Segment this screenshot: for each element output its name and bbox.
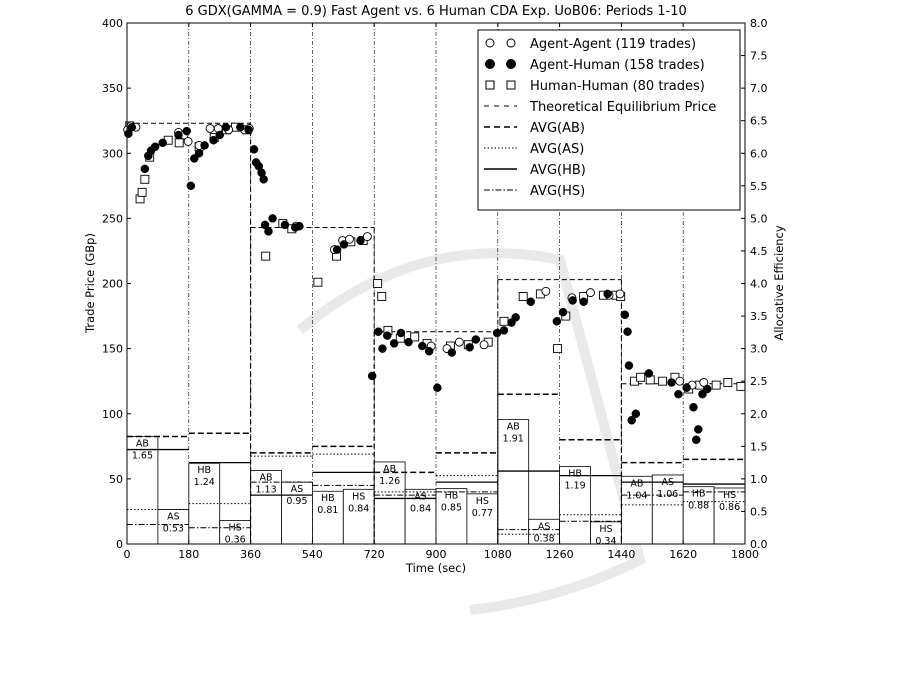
- agent-agent-point: [587, 289, 595, 297]
- agent-agent-point: [616, 290, 624, 298]
- legend-label: AVG(AS): [530, 142, 585, 157]
- watermark: [300, 253, 640, 610]
- legend-box: [478, 30, 740, 210]
- human-human-point: [500, 317, 508, 325]
- agent-human-point: [621, 311, 629, 319]
- x-tick-label: 360: [240, 548, 262, 561]
- legend-label: Human-Human (80 trades): [530, 79, 705, 94]
- agent-human-point: [674, 390, 682, 398]
- y-tick-label: 400: [102, 17, 123, 30]
- efficiency-bar-value: 0.86: [718, 501, 741, 513]
- y-tick-label: 0: [116, 538, 123, 551]
- agent-human-point: [356, 237, 364, 245]
- y2-tick-label: 2.5: [750, 375, 768, 389]
- legend-symbol: [507, 39, 515, 47]
- agent-human-point: [668, 378, 676, 386]
- agent-agent-point: [206, 125, 214, 133]
- legend-label: AVG(AB): [530, 121, 585, 136]
- agent-human-point: [216, 131, 224, 139]
- y2-tick-label: 6.5: [750, 114, 768, 128]
- efficiency-bar-label: AB: [383, 463, 397, 475]
- efficiency-bar-value: 0.36: [224, 534, 246, 546]
- agent-human-point: [159, 139, 167, 147]
- efficiency-bar-label: HB: [197, 465, 212, 477]
- agent-human-point: [645, 369, 653, 377]
- y-tick-label: 50: [109, 472, 123, 486]
- agent-human-point: [195, 149, 203, 157]
- agent-human-point: [264, 227, 272, 235]
- agent-human-point: [625, 362, 633, 370]
- efficiency-bar-label: AS: [537, 521, 551, 533]
- efficiency-bar-value: 0.34: [595, 535, 617, 547]
- agent-agent-point: [676, 377, 684, 385]
- human-human-point: [314, 278, 322, 286]
- efficiency-bar-value: 1.04: [626, 490, 648, 502]
- efficiency-bar-value: 0.81: [317, 505, 339, 517]
- efficiency-bar-value: 0.84: [348, 503, 370, 515]
- x-tick-label: 900: [425, 548, 447, 561]
- y-tick-label: 350: [102, 82, 123, 96]
- efficiency-bar-label: HS: [352, 491, 366, 503]
- efficiency-bar-label: AS: [661, 476, 675, 488]
- y-axis-label: Trade Price (GBp): [83, 233, 97, 333]
- y2-tick-label: 3.5: [750, 310, 768, 324]
- y2-tick-label: 7.0: [750, 82, 768, 96]
- y2-tick-label: 4.5: [750, 244, 768, 258]
- legend-label: AVG(HS): [530, 184, 586, 199]
- efficiency-bar-value: 0.77: [471, 507, 493, 519]
- efficiency-bar-value: 0.38: [533, 533, 555, 545]
- human-human-point: [637, 373, 645, 381]
- agent-human-point: [128, 123, 136, 131]
- chart-title: 6 GDX(GAMMA = 0.9) Fast Agent vs. 6 Human CDA Exp. UoB06: Periods 1-10: [185, 4, 687, 19]
- agent-human-point: [141, 165, 149, 173]
- legend-label: AVG(HB): [530, 163, 586, 178]
- agent-human-point: [425, 347, 433, 355]
- human-human-point: [141, 175, 149, 183]
- x-tick-label: 180: [178, 548, 200, 561]
- efficiency-bar-label: AB: [630, 478, 644, 490]
- agent-human-point: [569, 296, 577, 304]
- agent-human-point: [448, 349, 456, 357]
- agent-human-point: [222, 123, 230, 131]
- agent-human-point: [580, 298, 588, 306]
- agent-agent-point: [455, 338, 463, 346]
- efficiency-bar-label: AB: [259, 472, 273, 484]
- y2-tick-label: 1.5: [750, 440, 768, 454]
- efficiency-bar-label: HB: [321, 493, 335, 505]
- y2-tick-label: 5.0: [750, 212, 768, 226]
- efficiency-bar-value: 1.13: [255, 484, 277, 496]
- y2-tick-label: 8.0: [750, 17, 768, 30]
- human-human-point: [378, 293, 386, 301]
- y2-axis-label: Allocative Efficiency: [772, 225, 786, 341]
- agent-human-point: [201, 141, 209, 149]
- agent-human-point: [553, 317, 561, 325]
- efficiency-bar-label: HB: [691, 488, 706, 500]
- legend-label: Agent-Agent (119 trades): [530, 37, 697, 52]
- x-tick-label: 0: [123, 548, 131, 561]
- y2-tick-label: 0.5: [750, 505, 768, 519]
- legend-symbol: [486, 60, 495, 69]
- efficiency-bar-value: 1.06: [657, 488, 679, 500]
- y-tick-label: 150: [102, 342, 123, 356]
- y2-tick-label: 3.0: [750, 342, 768, 356]
- agent-human-point: [390, 339, 398, 347]
- efficiency-bar-value: 0.88: [688, 500, 710, 512]
- agent-human-point: [703, 385, 711, 393]
- efficiency-bar-label: AS: [414, 491, 427, 503]
- x-axis-label: Time (sec): [405, 561, 467, 575]
- legend-symbol: [507, 60, 516, 69]
- agent-human-point: [340, 240, 348, 248]
- efficiency-bar-label: HS: [228, 522, 242, 534]
- agent-human-point: [694, 425, 702, 433]
- efficiency-bar-value: 0.95: [286, 496, 308, 508]
- human-human-point: [138, 188, 146, 196]
- y2-tick-label: 1.0: [750, 472, 768, 486]
- agent-human-point: [281, 221, 289, 229]
- efficiency-bar-value: 1.24: [193, 477, 215, 489]
- agent-human-point: [374, 328, 382, 336]
- x-tick-label: 1260: [545, 548, 574, 561]
- efficiency-bar-value: 0.84: [409, 503, 432, 515]
- agent-human-point: [433, 384, 441, 392]
- human-human-point: [374, 280, 382, 288]
- efficiency-bar-value: 1.26: [379, 475, 401, 487]
- agent-human-point: [269, 214, 277, 222]
- efficiency-bar-label: HB: [568, 468, 582, 480]
- agent-human-point: [295, 222, 303, 230]
- efficiency-bar-label: AB: [506, 421, 520, 433]
- agent-human-point: [466, 343, 474, 351]
- legend-label: Theoretical Equilibrium Price: [530, 100, 717, 115]
- y2-tick-label: 7.5: [750, 49, 768, 63]
- efficiency-bar-label: AS: [290, 484, 304, 496]
- efficiency-bar-label: HS: [475, 495, 489, 507]
- y2-tick-label: 2.0: [750, 407, 768, 421]
- agent-human-point: [604, 290, 612, 298]
- efficiency-bar-value: 1.91: [502, 433, 524, 445]
- x-tick-label: 1080: [483, 548, 512, 561]
- agent-human-point: [236, 123, 244, 131]
- agent-human-point: [683, 384, 691, 392]
- agent-human-point: [383, 332, 391, 340]
- agent-human-point: [472, 336, 480, 344]
- efficiency-bar-label: HS: [599, 523, 613, 535]
- efficiency-bar-value: 0.53: [162, 523, 184, 535]
- y-tick-label: 200: [102, 277, 123, 291]
- efficiency-bar-value: 1.19: [564, 480, 586, 492]
- legend-symbol: [486, 81, 494, 89]
- agent-human-point: [500, 326, 508, 334]
- agent-agent-point: [184, 138, 192, 146]
- human-human-point: [724, 378, 732, 386]
- efficiency-bar-label: AB: [135, 438, 149, 450]
- agent-human-point: [512, 313, 520, 321]
- human-human-point: [554, 345, 562, 353]
- human-human-point: [737, 382, 745, 390]
- agent-human-point: [559, 308, 567, 316]
- legend-label: Agent-Human (158 trades): [530, 58, 705, 73]
- human-human-point: [659, 377, 667, 385]
- agent-human-point: [690, 403, 698, 411]
- agent-human-point: [624, 328, 632, 336]
- legend-symbol: [507, 81, 515, 89]
- y-tick-label: 100: [102, 407, 123, 421]
- agent-human-point: [405, 338, 413, 346]
- x-tick-label: 540: [301, 548, 323, 561]
- agent-agent-point: [542, 287, 550, 295]
- x-tick-label: 1620: [669, 548, 698, 561]
- x-tick-label: 1440: [607, 548, 636, 561]
- y2-tick-label: 6.0: [750, 147, 768, 161]
- y-tick-label: 300: [102, 147, 123, 161]
- efficiency-bar-label: HS: [722, 489, 737, 501]
- agent-human-point: [418, 342, 426, 350]
- y2-tick-label: 5.5: [750, 179, 768, 193]
- agent-human-point: [187, 182, 195, 190]
- agent-human-point: [245, 126, 253, 134]
- human-human-point: [262, 252, 270, 260]
- agent-human-point: [632, 410, 640, 418]
- x-tick-label: 720: [363, 548, 385, 561]
- watermark-swoosh: [300, 253, 640, 610]
- agent-human-point: [333, 246, 341, 254]
- legend-symbol: [486, 39, 494, 47]
- agent-human-point: [151, 143, 159, 151]
- agent-human-point: [250, 145, 258, 153]
- legend: [478, 30, 740, 210]
- human-human-point: [175, 139, 183, 147]
- agent-human-point: [378, 345, 386, 353]
- agent-human-point: [183, 127, 191, 135]
- agent-human-point: [260, 175, 268, 183]
- agent-human-point: [527, 298, 535, 306]
- efficiency-bar-value: 1.65: [131, 450, 154, 462]
- human-human-point: [712, 381, 720, 389]
- agent-human-point: [175, 131, 183, 139]
- agent-human-point: [368, 372, 376, 380]
- agent-human-point: [397, 329, 405, 337]
- efficiency-bar-label: AS: [167, 511, 180, 523]
- agent-human-point: [692, 436, 700, 444]
- efficiency-bar-value: 0.85: [440, 502, 463, 514]
- x-tick-label: 1800: [731, 548, 759, 561]
- efficiency-bar-label: HB: [444, 490, 459, 502]
- y2-tick-label: 4.0: [750, 277, 768, 291]
- y2-tick-label: 0.0: [750, 538, 768, 551]
- agent-agent-point: [480, 341, 488, 349]
- human-human-point: [519, 293, 527, 301]
- y-tick-label: 250: [102, 212, 123, 226]
